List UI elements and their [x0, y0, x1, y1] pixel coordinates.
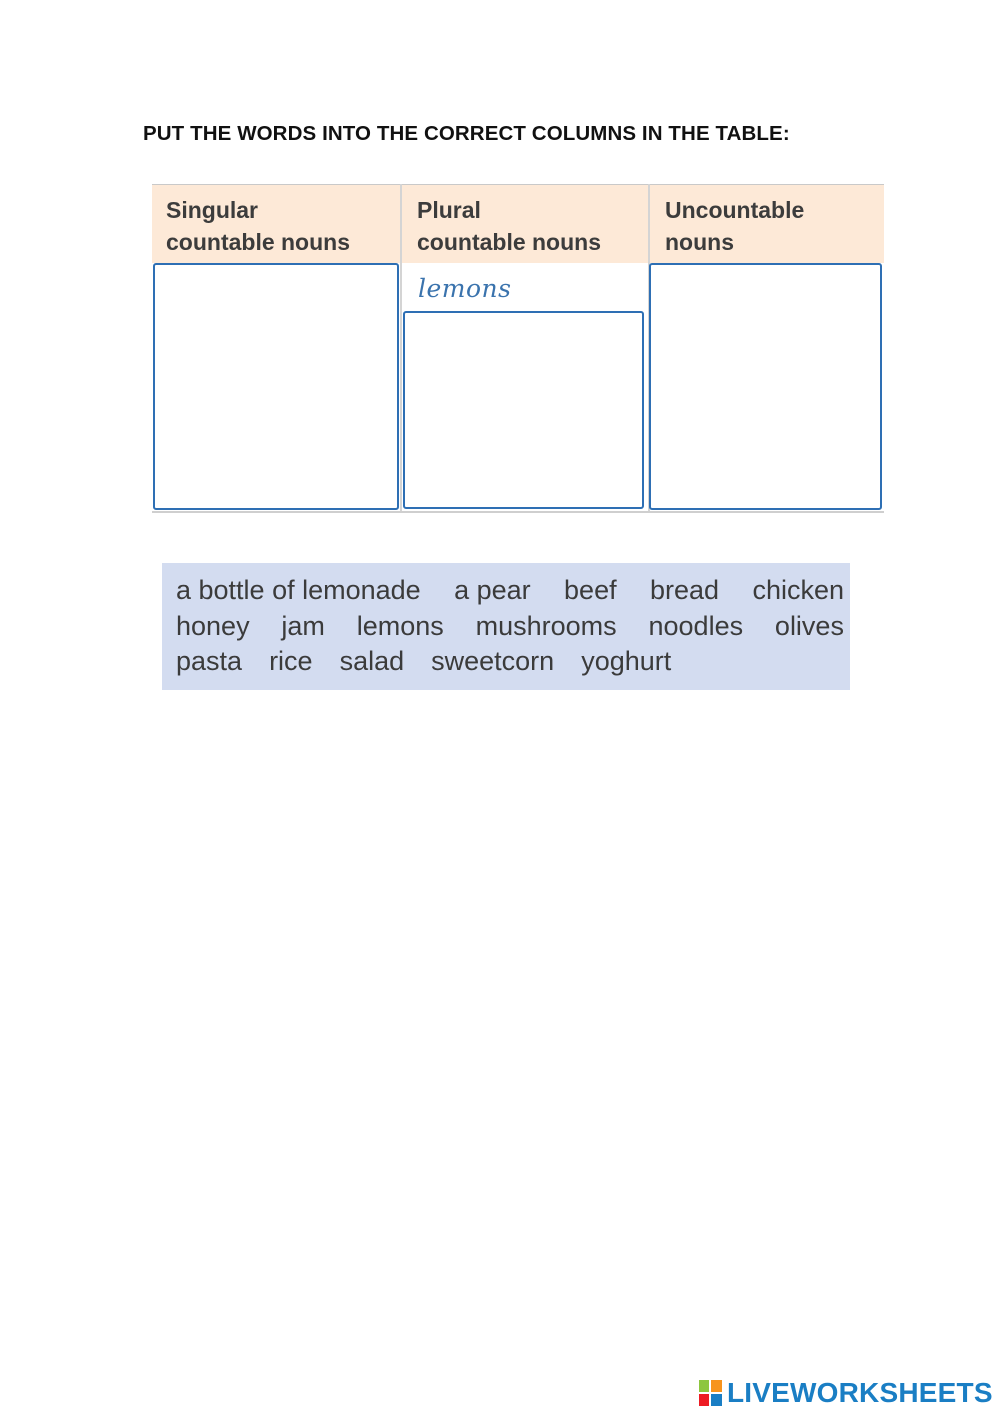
word-item: chicken [752, 575, 844, 605]
word-item: a bottle of lemonade [176, 575, 421, 605]
worksheet-instruction: PUT THE WORDS INTO THE CORRECT COLUMNS IN THE TABLE: [143, 122, 790, 145]
drop-zone-singular-countable[interactable] [153, 263, 399, 510]
word-bank-line [176, 609, 844, 645]
header-text-line: Singular [166, 197, 259, 223]
word-item: a pear [454, 575, 531, 605]
word-item: yoghurt [581, 646, 672, 676]
header-uncountable [651, 185, 884, 263]
header-singular-countable [152, 185, 400, 263]
word-bank [162, 563, 850, 690]
header-text-line: countable nouns [417, 229, 601, 255]
header-text-line: Uncountable [665, 197, 805, 223]
header-text-line: countable nouns [166, 229, 350, 255]
word-item: noodles [648, 610, 744, 641]
word-bank-line [176, 644, 844, 680]
word-item: salad [339, 646, 405, 676]
liveworksheets-logo-text: LIVEWORKSHEETS [727, 1377, 993, 1408]
word-item: beef [564, 575, 617, 605]
example-answer: lemons [418, 274, 512, 303]
word-item: sweetcorn [431, 646, 555, 676]
word-item: pasta [176, 646, 243, 676]
header-plural-countable [403, 185, 648, 263]
word-item: lemons [356, 610, 444, 641]
word-item: jam [281, 610, 325, 641]
word-item: rice [269, 646, 313, 676]
liveworksheets-logo-icon [698, 1378, 724, 1408]
word-item: olives [774, 610, 844, 641]
header-text-line: Plural [417, 197, 481, 223]
column-divider [400, 184, 402, 513]
word-item: honey [176, 610, 250, 641]
liveworksheets-logo [698, 1377, 993, 1409]
drop-zone-uncountable[interactable] [649, 263, 882, 510]
table-header-row [152, 184, 884, 263]
table-bottom-border [152, 511, 884, 513]
word-item: mushrooms [475, 610, 617, 641]
word-bank-line [176, 573, 844, 609]
word-item: bread [649, 575, 720, 605]
drop-zone-plural-countable[interactable] [403, 311, 644, 509]
header-text-line: nouns [665, 229, 734, 255]
